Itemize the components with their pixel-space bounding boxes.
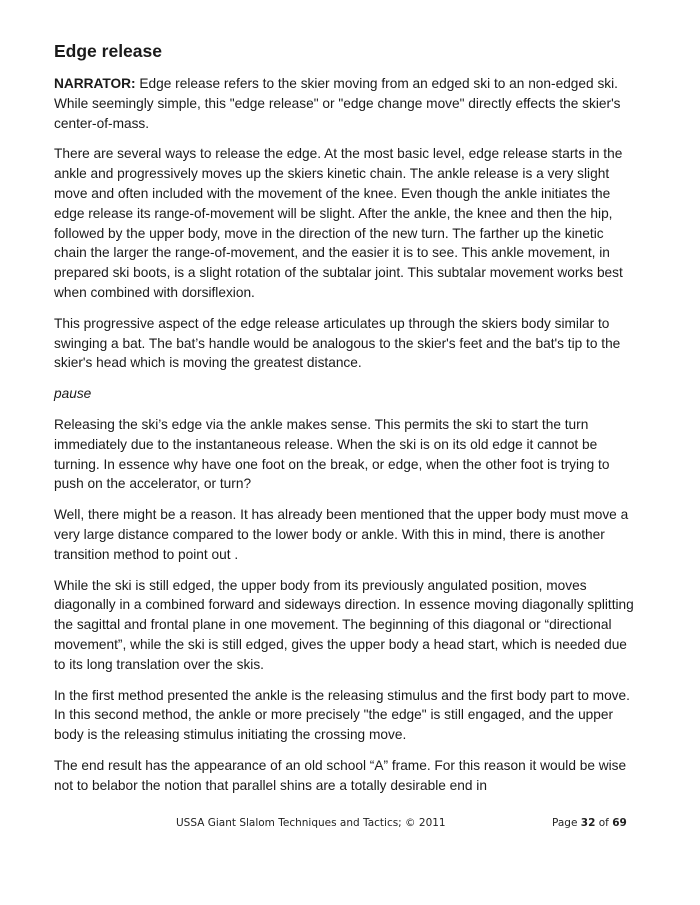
paragraph-narrator-text: Edge release refers to the skier moving from an edged ski to an non-edged ski. While seemingly simple, this "edge release" or "edge change move" directly effects the skier's center-of-mass.	[54, 76, 621, 131]
footer-source: USSA Giant Slalom Techniques and Tactics; © 2011	[176, 817, 446, 829]
footer-of-word: of	[598, 817, 609, 829]
paragraph-method-comparison: In the first method presented the ankle is the releasing stimulus and the first body part to move. In this second method, the ankle or more precisely "the edge" is still engaged, and the upper body is the releasing stimulus initiating the crossing move.	[54, 687, 630, 743]
paragraph-narrator	[54, 74, 636, 133]
footer-total-pages: 69	[612, 817, 627, 829]
paragraph-upper-body-diagonal: While the ski is still edged, the upper body from its previously angulated position, moves diagonally in a combined forward and sideways direction. In essence moving diagonally splitting the sagittal and frontal plane in one movement. The beginning of this diagonal or “directional movement”, while the ski is still edged, gives the upper body a head start, which is needed due to its long translation over the skis.	[54, 577, 634, 672]
paragraph-a-frame: The end result has the appearance of an old school “A” frame. For this reason it would be wise not to belabor the notion that parallel shins are a totally desirable end in	[54, 757, 627, 793]
footer-page-word: Page	[552, 817, 578, 829]
page-content	[54, 40, 636, 807]
paragraph-another-method: Well, there might be a reason. It has already been mentioned that the upper body must move a very large distance compared to the lower body or ankle. With this in mind, there is another transition method to point out .	[54, 507, 629, 562]
footer-page-number: 32	[580, 817, 596, 829]
paragraph-progressive-aspect: This progressive aspect of the edge release articulates up through the skiers body similar to swinging a bat. The bat’s handle would be analogous to the skier's feet and the bat's tip to the skier's head which is moving the greatest distance.	[54, 315, 621, 371]
footer-page-info	[552, 817, 627, 829]
paragraph-pause: pause	[54, 386, 92, 402]
paragraph-ankle-release: Releasing the ski’s edge via the ankle makes sense. This permits the ski to start the turn immediately due to the instantaneous release. When the ski is on its old edge it cannot be turning. In essence why have one foot on the break, or edge, when the other foot is trying to push on the accelerator, or turn?	[54, 416, 610, 492]
paragraph-edge-release-ways: There are several ways to release the edge. At the most basic level, edge release starts in the ankle and progressively moves up the skiers kinetic chain. The ankle release is a very slight move and often included with the movement of the knee. Even though the ankle initiates the edge release its range-of-movement will be slight. After the ankle, the knee and then the hip, followed by the upper body, move in the direction of the new turn. The farther up the kinetic chain the larger the range-of-movement, and the easier it is to see. This ankle movement, in prepared ski boots, is a slight rotation of the subtalar joint. This subtalar movement works best when combined with dorsiflexion.	[54, 146, 623, 300]
narrator-label: NARRATOR:	[54, 76, 136, 91]
section-heading: Edge release	[54, 41, 162, 61]
